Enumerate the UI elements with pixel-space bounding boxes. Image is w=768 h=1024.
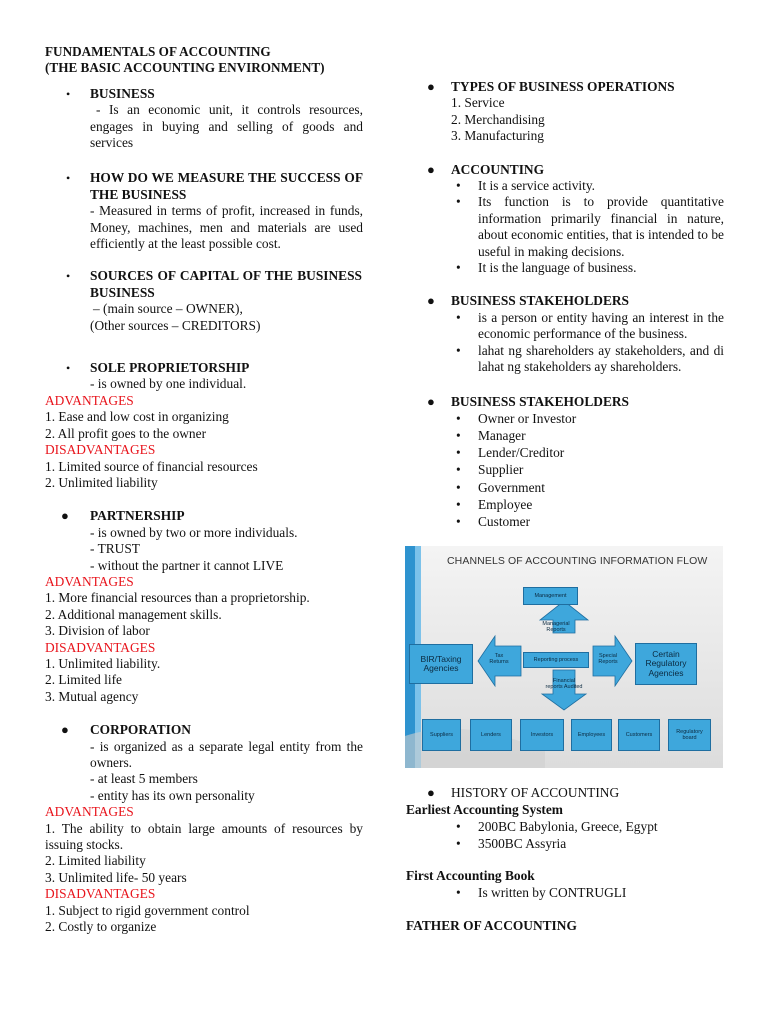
section-stakeholders-list	[406, 393, 724, 531]
list-item: • Owner or Investor	[451, 410, 724, 427]
section-heading: SOURCES OF CAPITAL OF THE BUSINESS	[90, 268, 362, 284]
section-heading: SOLE PROPRIETORSHIP	[90, 360, 250, 376]
list-item: • is a person or entity having an interest in the economic performance of the business.	[451, 310, 724, 343]
list-item: 2. Costly to organize	[45, 919, 157, 935]
list-item: • Supplier	[451, 461, 724, 478]
section-heading: PARTNERSHIP	[90, 508, 185, 524]
capital-line-1: – (main source – OWNER),	[93, 301, 243, 317]
advantages-label: ADVANTAGES	[45, 392, 134, 408]
section-business	[45, 86, 363, 152]
list-item: 1. Subject to rigid government control	[45, 902, 250, 918]
list-item: • 3500BC Assyria	[451, 835, 724, 852]
list-item: 2. Unlimited liability	[45, 474, 158, 490]
section-partnership	[45, 508, 363, 705]
reporting-process-box: Reporting process	[523, 652, 589, 668]
section-text: - is owned by one individual.	[90, 376, 247, 392]
list-item: 1. Unlimited liability.	[45, 655, 161, 671]
section-text: - is organized as a separate legal entity from the owners.	[90, 738, 363, 771]
section-corporation	[45, 722, 363, 935]
regulatory-box: Certain Regulatory Agencies	[635, 643, 697, 685]
advantages-label: ADVANTAGES	[45, 804, 134, 820]
financial-reports-label: Financial reports Audited	[545, 677, 583, 690]
section-heading: BUSINESS STAKEHOLDERS	[451, 293, 629, 309]
bottom-box: Suppliers	[422, 719, 461, 751]
section-sole-proprietorship	[45, 360, 363, 491]
capital-line-2: (Other sources – CREDITORS)	[90, 317, 261, 333]
list-item: • Customer	[451, 513, 724, 530]
list-item: 1. Ease and low cost in organizing	[45, 409, 229, 425]
section-types	[406, 79, 724, 145]
disadvantages-label: DISADVANTAGES	[45, 442, 156, 458]
special-reports-label: Special Reports	[598, 652, 618, 665]
list-item: 3. Mutual agency	[45, 688, 139, 704]
list-item: • Its function is to provide quantitative information primarily financial in nature, about economic entities, that is intended to be useful in making decisions.	[451, 194, 724, 260]
list-item: • 200BC Babylonia, Greece, Egypt	[451, 818, 724, 835]
list-item: 2. All profit goes to the owner	[45, 425, 207, 441]
accounting-flow-diagram	[405, 546, 723, 768]
diagram-title: CHANNELS OF ACCOUNTING INFORMATION FLOW	[447, 555, 708, 567]
father-label: FATHER OF ACCOUNTING	[406, 918, 577, 933]
section-text: - without the partner it cannot LIVE	[90, 557, 284, 573]
list-item: • Lender/Creditor	[451, 444, 724, 461]
list-item: 2. Additional management skills.	[45, 606, 222, 622]
section-success	[45, 170, 363, 252]
section-heading-cont: BUSINESS	[90, 284, 155, 300]
section-text: - at least 5 members	[90, 771, 198, 787]
bottom-box: Customers	[618, 719, 660, 751]
section-heading: ACCOUNTING	[451, 161, 544, 177]
list-item: • It is a service activity.	[451, 178, 724, 194]
document-title: FUNDAMENTALS OF ACCOUNTING	[45, 44, 271, 59]
document-subtitle: (THE BASIC ACCOUNTING ENVIRONMENT)	[45, 60, 325, 76]
earliest-label: Earliest Accounting System	[406, 802, 563, 817]
section-text: - is owned by two or more individuals.	[90, 524, 298, 540]
section-heading: BUSINESS STAKEHOLDERS	[451, 393, 629, 409]
section-text: - Measured in terms of profit, increased in funds, Money, machines, men and materials are used efficiently at the least possible cost.	[90, 203, 363, 252]
bullet-icon: •	[66, 361, 71, 376]
managerial-reports-label: Managerial Reports	[542, 620, 570, 633]
bottom-box: Investors	[520, 719, 564, 751]
bir-box: BIR/Taxing Agencies	[409, 644, 473, 684]
list-item: 2. Merchandising	[451, 111, 545, 127]
list-item: • Employee	[451, 496, 724, 513]
list-item: • Is written by CONTRUGLI	[451, 884, 724, 901]
disadvantages-label: DISADVANTAGES	[45, 886, 156, 902]
section-heading: TYPES OF BUSINESS OPERATIONS	[451, 79, 675, 94]
section-heading: CORPORATION	[90, 722, 191, 738]
list-item: 3. Division of labor	[45, 623, 150, 639]
section-accounting	[406, 162, 724, 277]
bullet-icon: ●	[61, 722, 69, 738]
list-item: • It is the language of business.	[451, 260, 724, 276]
section-heading: HISTORY OF ACCOUNTING	[451, 785, 620, 800]
bullet-icon: ●	[427, 161, 435, 177]
advantages-label: ADVANTAGES	[45, 573, 134, 589]
section-history	[406, 784, 724, 934]
section-heading: BUSINESS	[90, 85, 155, 101]
bottom-box: Regulatory board	[668, 719, 711, 751]
left-column	[45, 44, 363, 935]
section-stakeholders-definition	[406, 293, 724, 375]
section-text: - TRUST	[90, 541, 140, 557]
tax-returns-label: Tax Returns	[489, 652, 509, 665]
section-capital	[45, 268, 363, 334]
list-item: • Government	[451, 479, 724, 496]
section-text: - entity has its own personality	[90, 787, 255, 803]
disadvantages-label: DISADVANTAGES	[45, 639, 156, 655]
list-item: 3. Unlimited life- 50 years	[45, 869, 187, 885]
list-item: 2. Limited liability	[45, 853, 146, 869]
section-heading: HOW DO WE MEASURE THE SUCCESS OF THE BUSINESS	[90, 170, 363, 202]
bottom-box: Lenders	[470, 719, 512, 751]
list-item: • Manager	[451, 427, 724, 444]
list-item: 1. More financial resources than a proprietorship.	[45, 590, 310, 606]
list-item: 1. Limited source of financial resources	[45, 458, 258, 474]
bullet-icon: ●	[427, 293, 435, 309]
right-column	[406, 79, 724, 530]
list-item: • lahat ng shareholders ay stakeholders, and di lahat ng stakeholders ay shareholders.	[451, 343, 724, 376]
bottom-box: Employees	[571, 719, 612, 751]
first-book-label: First Accounting Book	[406, 868, 535, 883]
bullet-icon: ●	[427, 785, 435, 800]
list-item: 3. Manufacturing	[451, 128, 544, 144]
bullet-icon: ●	[427, 393, 435, 409]
list-item: 1. The ability to obtain large amounts of resources by issuing stocks.	[45, 820, 363, 853]
list-item: 1. Service	[451, 95, 505, 111]
bullet-icon: ●	[61, 508, 69, 524]
section-text: - Is an economic unit, it controls resources, engages in buying and selling of goods and services	[90, 102, 363, 151]
bullet-icon: •	[66, 269, 71, 284]
bullet-icon: •	[66, 171, 71, 186]
management-box: Management	[523, 587, 578, 605]
bullet-icon: ●	[427, 79, 435, 94]
list-item: 2. Limited life	[45, 672, 122, 688]
bullet-icon: •	[66, 86, 71, 101]
